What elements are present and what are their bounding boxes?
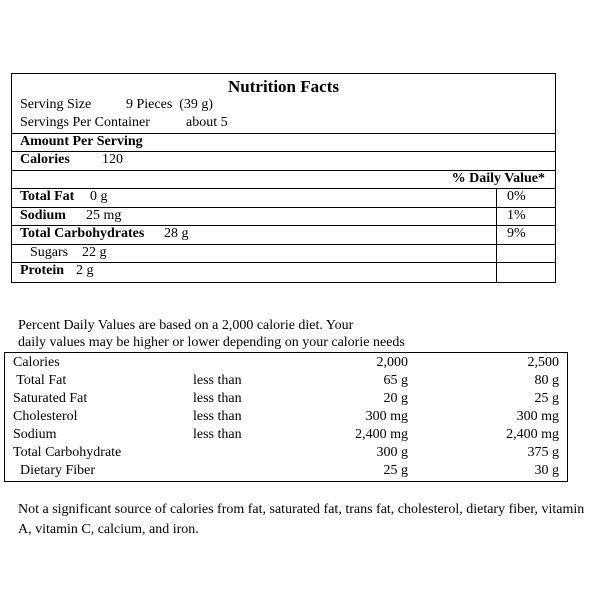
- nutrient-dv: 1%: [496, 208, 556, 225]
- table-cell-qualifier: less than: [193, 391, 242, 406]
- nutrient-amount: 28 g: [164, 226, 189, 241]
- table-row: [5, 373, 567, 390]
- daily-value-header: % Daily Value*: [451, 171, 545, 186]
- table-cell-2500: 80 g: [534, 373, 559, 388]
- table-cell-2000: 300 mg: [365, 409, 408, 424]
- nutrient-amount: 2 g: [76, 263, 94, 278]
- nutrient-label: Total Carbohydrates: [20, 226, 145, 241]
- footnote-line: daily values may be higher or lower depending on your calorie needs: [18, 335, 405, 350]
- nutrient-row: [12, 189, 555, 208]
- calories-value: 120: [102, 152, 123, 167]
- serving-size-row: [12, 97, 555, 115]
- nutrient-label: Sodium: [20, 208, 66, 223]
- table-cell-2500: 30 g: [534, 463, 559, 478]
- servings-per-container-label: Servings Per Container: [20, 115, 150, 130]
- nutrient-label: Total Fat: [20, 189, 75, 204]
- table-cell-2500: 375 g: [527, 445, 559, 460]
- table-header-row: [5, 355, 567, 372]
- nutrition-facts-panel: [11, 73, 556, 283]
- nutrient-row: [12, 263, 555, 282]
- table-row: [5, 409, 567, 426]
- table-row: [5, 391, 567, 408]
- footnote-line: Percent Daily Values are based on a 2,000 calorie diet. Your: [18, 318, 354, 333]
- table-cell-2000: 25 g: [383, 463, 408, 478]
- calories-label: Calories: [20, 152, 70, 167]
- panel-title: Nutrition Facts: [228, 77, 339, 96]
- nutrient-amount: 22 g: [82, 245, 107, 260]
- table-cell-label: Saturated Fat: [13, 391, 88, 406]
- daily-values-table: [4, 352, 568, 482]
- table-cell-2000: 2,000: [376, 355, 408, 370]
- amount-per-serving-label: Amount Per Serving: [20, 134, 143, 149]
- serving-size-label: Serving Size: [20, 97, 92, 112]
- table-cell-label: Cholesterol: [13, 409, 78, 424]
- servings-per-container-row: [12, 115, 555, 134]
- table-cell-2000: 2,400 mg: [355, 427, 408, 442]
- table-cell-label: Calories: [13, 355, 60, 370]
- nutrient-row: [12, 245, 555, 263]
- nutrient-dv: 0%: [496, 189, 556, 207]
- table-cell-2500: 2,500: [527, 355, 559, 370]
- table-cell-label: Total Carbohydrate: [13, 445, 122, 460]
- nutrient-label: Sugars: [30, 245, 69, 260]
- table-cell-label: Total Fat: [13, 373, 67, 388]
- nutrient-amount: 0 g: [90, 189, 108, 204]
- servings-per-container-value: about 5: [186, 115, 228, 130]
- table-cell-qualifier: less than: [193, 373, 242, 388]
- significant-source-note: Not a significant source of calories from fat, saturated fat, trans fat, cholesterol, dietary fiber, vitamin A, vitamin C, calcium, and iron.: [18, 502, 585, 537]
- table-row: [5, 463, 567, 480]
- nutrient-row: [12, 208, 555, 226]
- table-cell-2000: 20 g: [383, 391, 408, 406]
- nutrient-dv: 9%: [496, 226, 556, 244]
- table-cell-2500: 300 mg: [516, 409, 559, 424]
- table-cell-2500: 2,400 mg: [506, 427, 559, 442]
- table-cell-qualifier: less than: [193, 427, 242, 442]
- nutrient-dv: [496, 263, 556, 282]
- nutrient-label: Protein: [20, 263, 65, 278]
- daily-value-header-row: [12, 171, 555, 189]
- nutrient-dv: [496, 245, 556, 262]
- nutrient-row: [12, 226, 555, 245]
- calories-row: [12, 152, 555, 171]
- table-row: [5, 445, 567, 462]
- table-cell-2000: 65 g: [383, 373, 408, 388]
- table-row: [5, 427, 567, 444]
- table-cell-label: Sodium: [13, 427, 57, 442]
- daily-value-footnote: [18, 317, 578, 351]
- table-cell-2000: 300 g: [376, 445, 408, 460]
- serving-size-value: 9 Pieces (39 g): [126, 97, 214, 112]
- amount-per-serving-row: [12, 134, 555, 152]
- table-cell-qualifier: less than: [193, 409, 242, 424]
- nutrient-amount: 25 mg: [86, 208, 122, 223]
- table-cell-2500: 25 g: [534, 391, 559, 406]
- table-cell-label: Dietary Fiber: [13, 463, 96, 478]
